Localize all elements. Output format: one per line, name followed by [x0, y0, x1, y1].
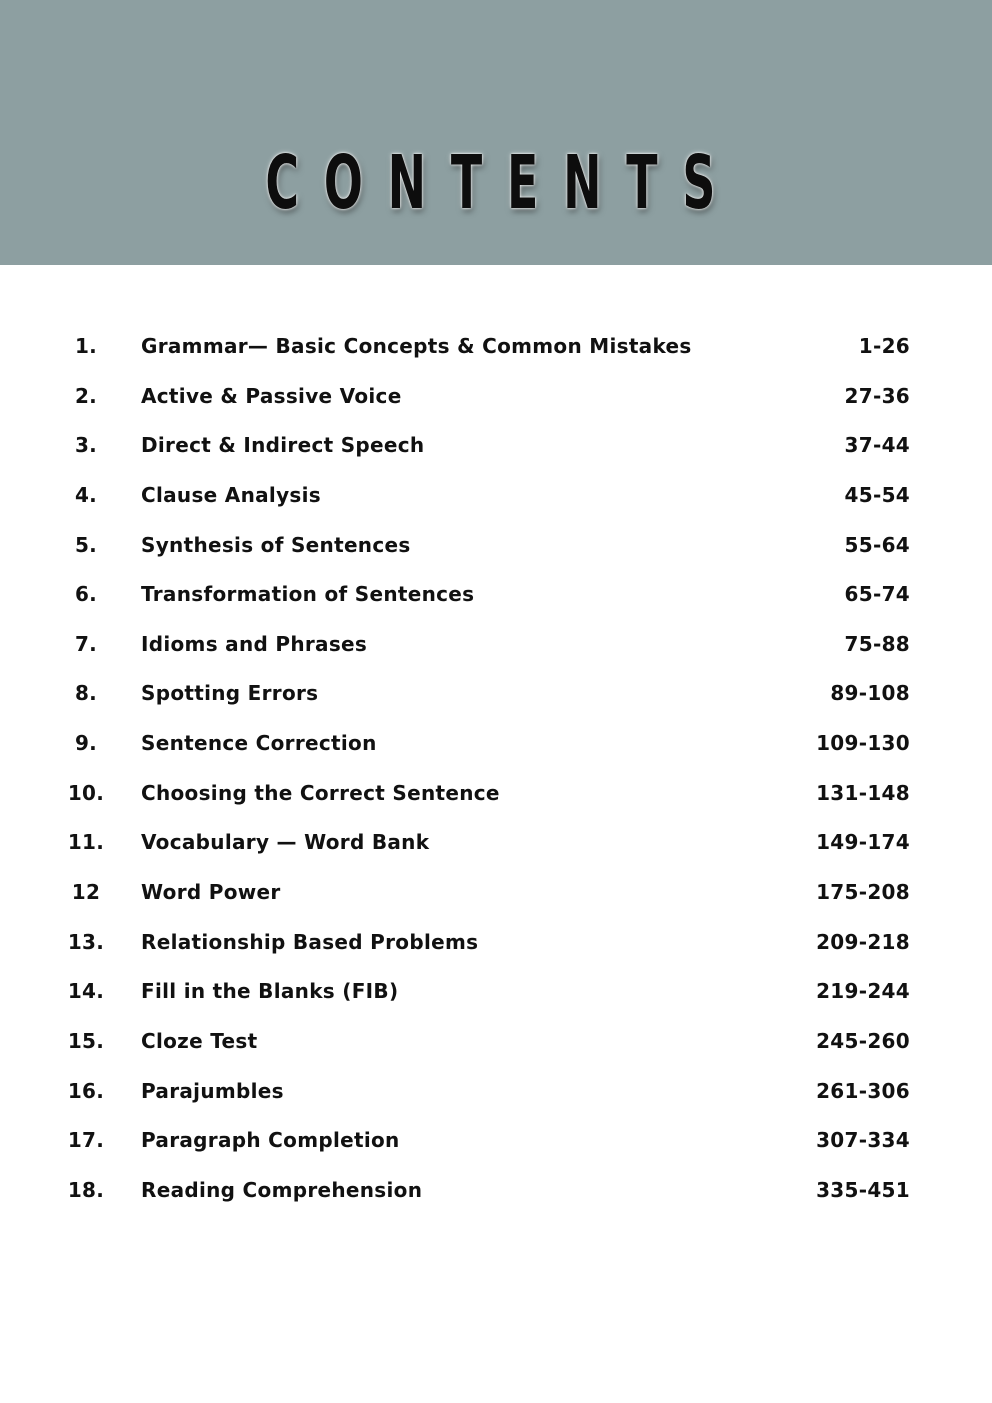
page-range: 65-74	[844, 582, 910, 607]
chapter-title: Cloze Test	[141, 1028, 258, 1053]
chapter-number: 7.	[74, 631, 98, 656]
page-range: 245-260	[816, 1028, 910, 1053]
toc-row	[0, 372, 992, 422]
page-range: 37-44	[844, 433, 910, 458]
chapter-title: Reading Comprehension	[141, 1177, 423, 1202]
chapter-number: 14.	[67, 979, 105, 1004]
chapter-number: 8.	[74, 681, 98, 706]
chapter-title: Word Power	[141, 880, 281, 905]
chapter-number: 4.	[74, 482, 98, 507]
chapter-title: Direct & Indirect Speech	[141, 433, 425, 458]
toc-row	[0, 918, 992, 968]
table-of-contents	[0, 322, 992, 1216]
chapter-title: Choosing the Correct Sentence	[141, 780, 500, 805]
chapter-title: Spotting Errors	[141, 681, 319, 706]
toc-row	[0, 421, 992, 471]
chapter-title: Synthesis of Sentences	[141, 532, 411, 557]
chapter-number: 16.	[67, 1078, 105, 1103]
page-range: 335-451	[816, 1177, 910, 1202]
toc-row	[0, 1116, 992, 1166]
page-range: 261-306	[816, 1078, 910, 1103]
chapter-number: 5.	[74, 532, 98, 557]
toc-row	[0, 570, 992, 620]
page-range: 45-54	[844, 482, 910, 507]
toc-row	[0, 1017, 992, 1067]
toc-row	[0, 521, 992, 571]
toc-row	[0, 620, 992, 670]
chapter-number: 2.	[74, 383, 98, 408]
chapter-title: Grammar— Basic Concepts & Common Mistakes	[141, 334, 692, 358]
page-range: 109-130	[816, 731, 910, 756]
chapter-number: 1.	[74, 334, 98, 358]
chapter-title: Fill in the Blanks (FIB)	[141, 979, 399, 1004]
toc-row	[0, 818, 992, 868]
chapter-title: Vocabulary — Word Bank	[141, 830, 430, 855]
toc-row	[0, 322, 992, 372]
chapter-number: 17.	[67, 1128, 105, 1153]
chapter-number: 10.	[67, 780, 105, 805]
chapter-number: 12	[71, 880, 101, 905]
page-range: 175-208	[816, 880, 910, 905]
page-range: 219-244	[816, 979, 910, 1004]
chapter-number: 11.	[67, 830, 105, 855]
page-range: 89-108	[830, 681, 910, 706]
page-range: 149-174	[816, 830, 910, 855]
toc-row	[0, 471, 992, 521]
page-range: 209-218	[816, 929, 910, 954]
toc-row	[0, 1067, 992, 1117]
page-range: 307-334	[816, 1128, 910, 1153]
chapter-number: 13.	[67, 929, 105, 954]
toc-row	[0, 719, 992, 769]
chapter-title: Relationship Based Problems	[141, 929, 479, 954]
toc-row	[0, 868, 992, 918]
toc-row	[0, 769, 992, 819]
page-range: 55-64	[844, 532, 910, 557]
chapter-title: Parajumbles	[141, 1078, 284, 1103]
chapter-title: Active & Passive Voice	[141, 383, 402, 408]
chapter-number: 6.	[74, 582, 98, 607]
toc-row	[0, 967, 992, 1017]
chapter-title: Transformation of Sentences	[141, 582, 475, 607]
chapter-number: 3.	[74, 433, 98, 458]
toc-row	[0, 669, 992, 719]
chapter-number: 18.	[67, 1177, 105, 1202]
chapter-number: 15.	[67, 1028, 105, 1053]
chapter-title: Paragraph Completion	[141, 1128, 400, 1153]
chapter-title: Idioms and Phrases	[141, 631, 368, 656]
header-band	[0, 0, 992, 265]
page-title: CONTENTS	[265, 140, 741, 226]
chapter-number: 9.	[74, 731, 98, 756]
page-range: 131-148	[816, 780, 910, 805]
page-range: 1-26	[858, 334, 910, 358]
chapter-title: Sentence Correction	[141, 731, 377, 756]
toc-row	[0, 1166, 992, 1216]
page-range: 27-36	[844, 383, 910, 408]
page-range: 75-88	[844, 631, 910, 656]
chapter-title: Clause Analysis	[141, 482, 321, 507]
